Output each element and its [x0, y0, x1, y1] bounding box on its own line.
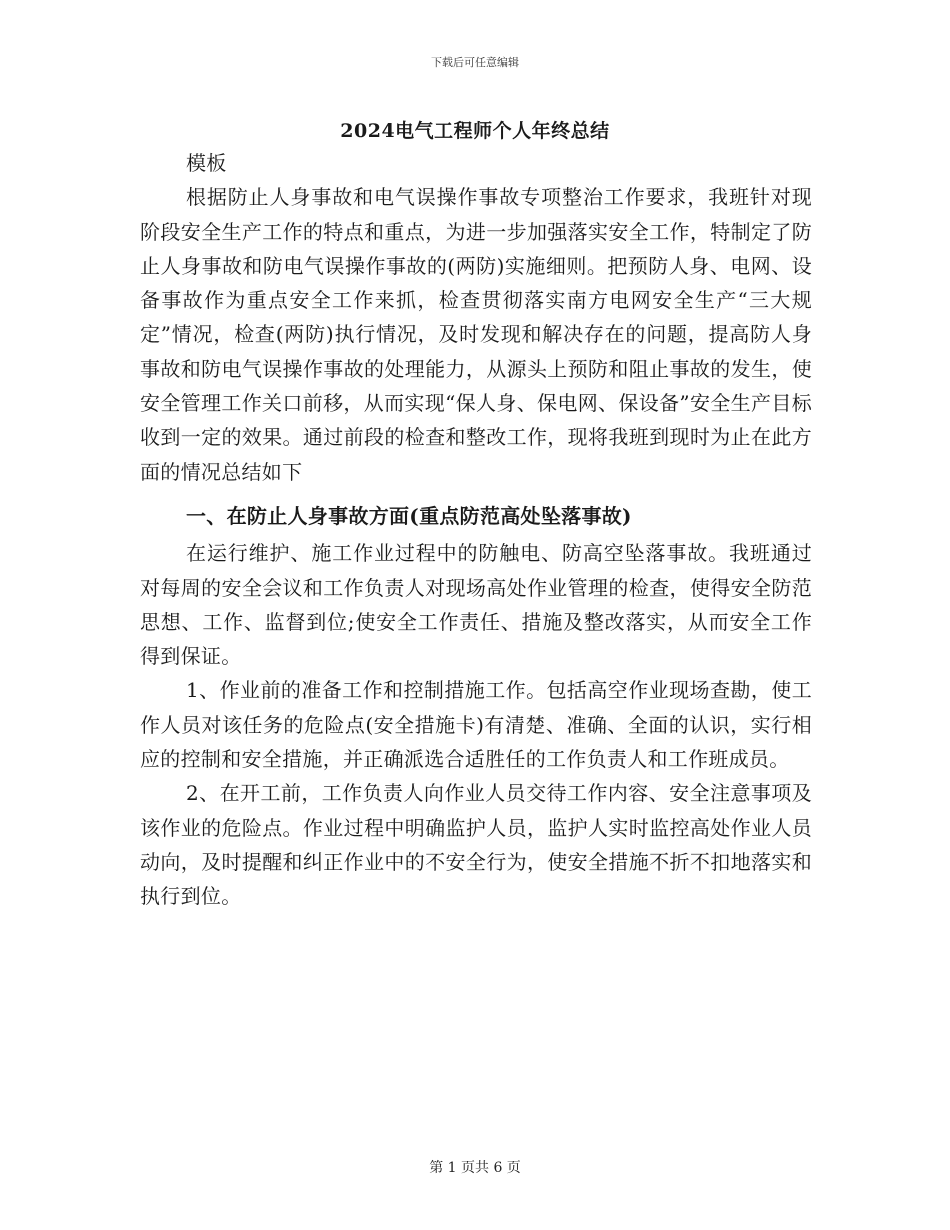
- section-heading-1: 一、在防止人身事故方面(重点防范高处坠落事故): [186, 503, 632, 528]
- paragraph-section-1: 在运行维护、施工作业过程中的防触电、防高空坠落事故。我班通过对每周的安全会议和工作负责人对现场高处作业管理的检查，使得安全防范思想、工作、监督到位;使安全工作责任、措施及整改落实，从而安全工作得到保证。: [140, 541, 812, 669]
- document-body: [140, 146, 812, 914]
- paragraph-item-1: 1、作业前的准备工作和控制措施工作。包括高空作业现场查勘，使工作人员对该任务的危险点(安全措施卡)有清楚、准确、全面的认识，实行相应的控制和安全措施，并正确派选合适胜任的工作负责人和工作班成员。: [140, 678, 812, 772]
- document-title: 2024电气工程师个人年终总结: [340, 120, 610, 142]
- header-note: 下载后可任意编辑: [431, 56, 519, 69]
- paragraph-template-label: 模板: [186, 151, 227, 175]
- paragraph-item-2: 2、在开工前，工作负责人向作业人员交待工作内容、安全注意事项及该作业的危险点。作业过程中明确监护人员，监护人实时监控高处作业人员动向，及时提醒和纠正作业中的不安全行为，使安全措施不折不扣地落实和执行到位。: [140, 781, 812, 909]
- page-footer: 第 1 页共 6 页: [429, 1160, 521, 1176]
- paragraph-intro: 根据防止人身事故和电气误操作事故专项整治工作要求，我班针对现阶段安全生产工作的特点和重点，为进一步加强落实安全工作，特制定了防止人身事故和防电气误操作事故的(两防)实施细则。把预防人身、电网、设备事故作为重点安全工作来抓，检查贯彻落实南方电网安全生产“三大规定”情况，检查(两防)执行情况，及时发现和解决存在的问题，提高防人身事故和防电气误操作事故的处理能力，从源头上预防和阻止事故的发生，使安全管理工作关口前移，从而实现“保人身、保电网、保设备”安全生产目标收到一定的效果。通过前段的检查和整改工作，现将我班到现时为止在此方面的情况总结如下: [140, 185, 812, 484]
